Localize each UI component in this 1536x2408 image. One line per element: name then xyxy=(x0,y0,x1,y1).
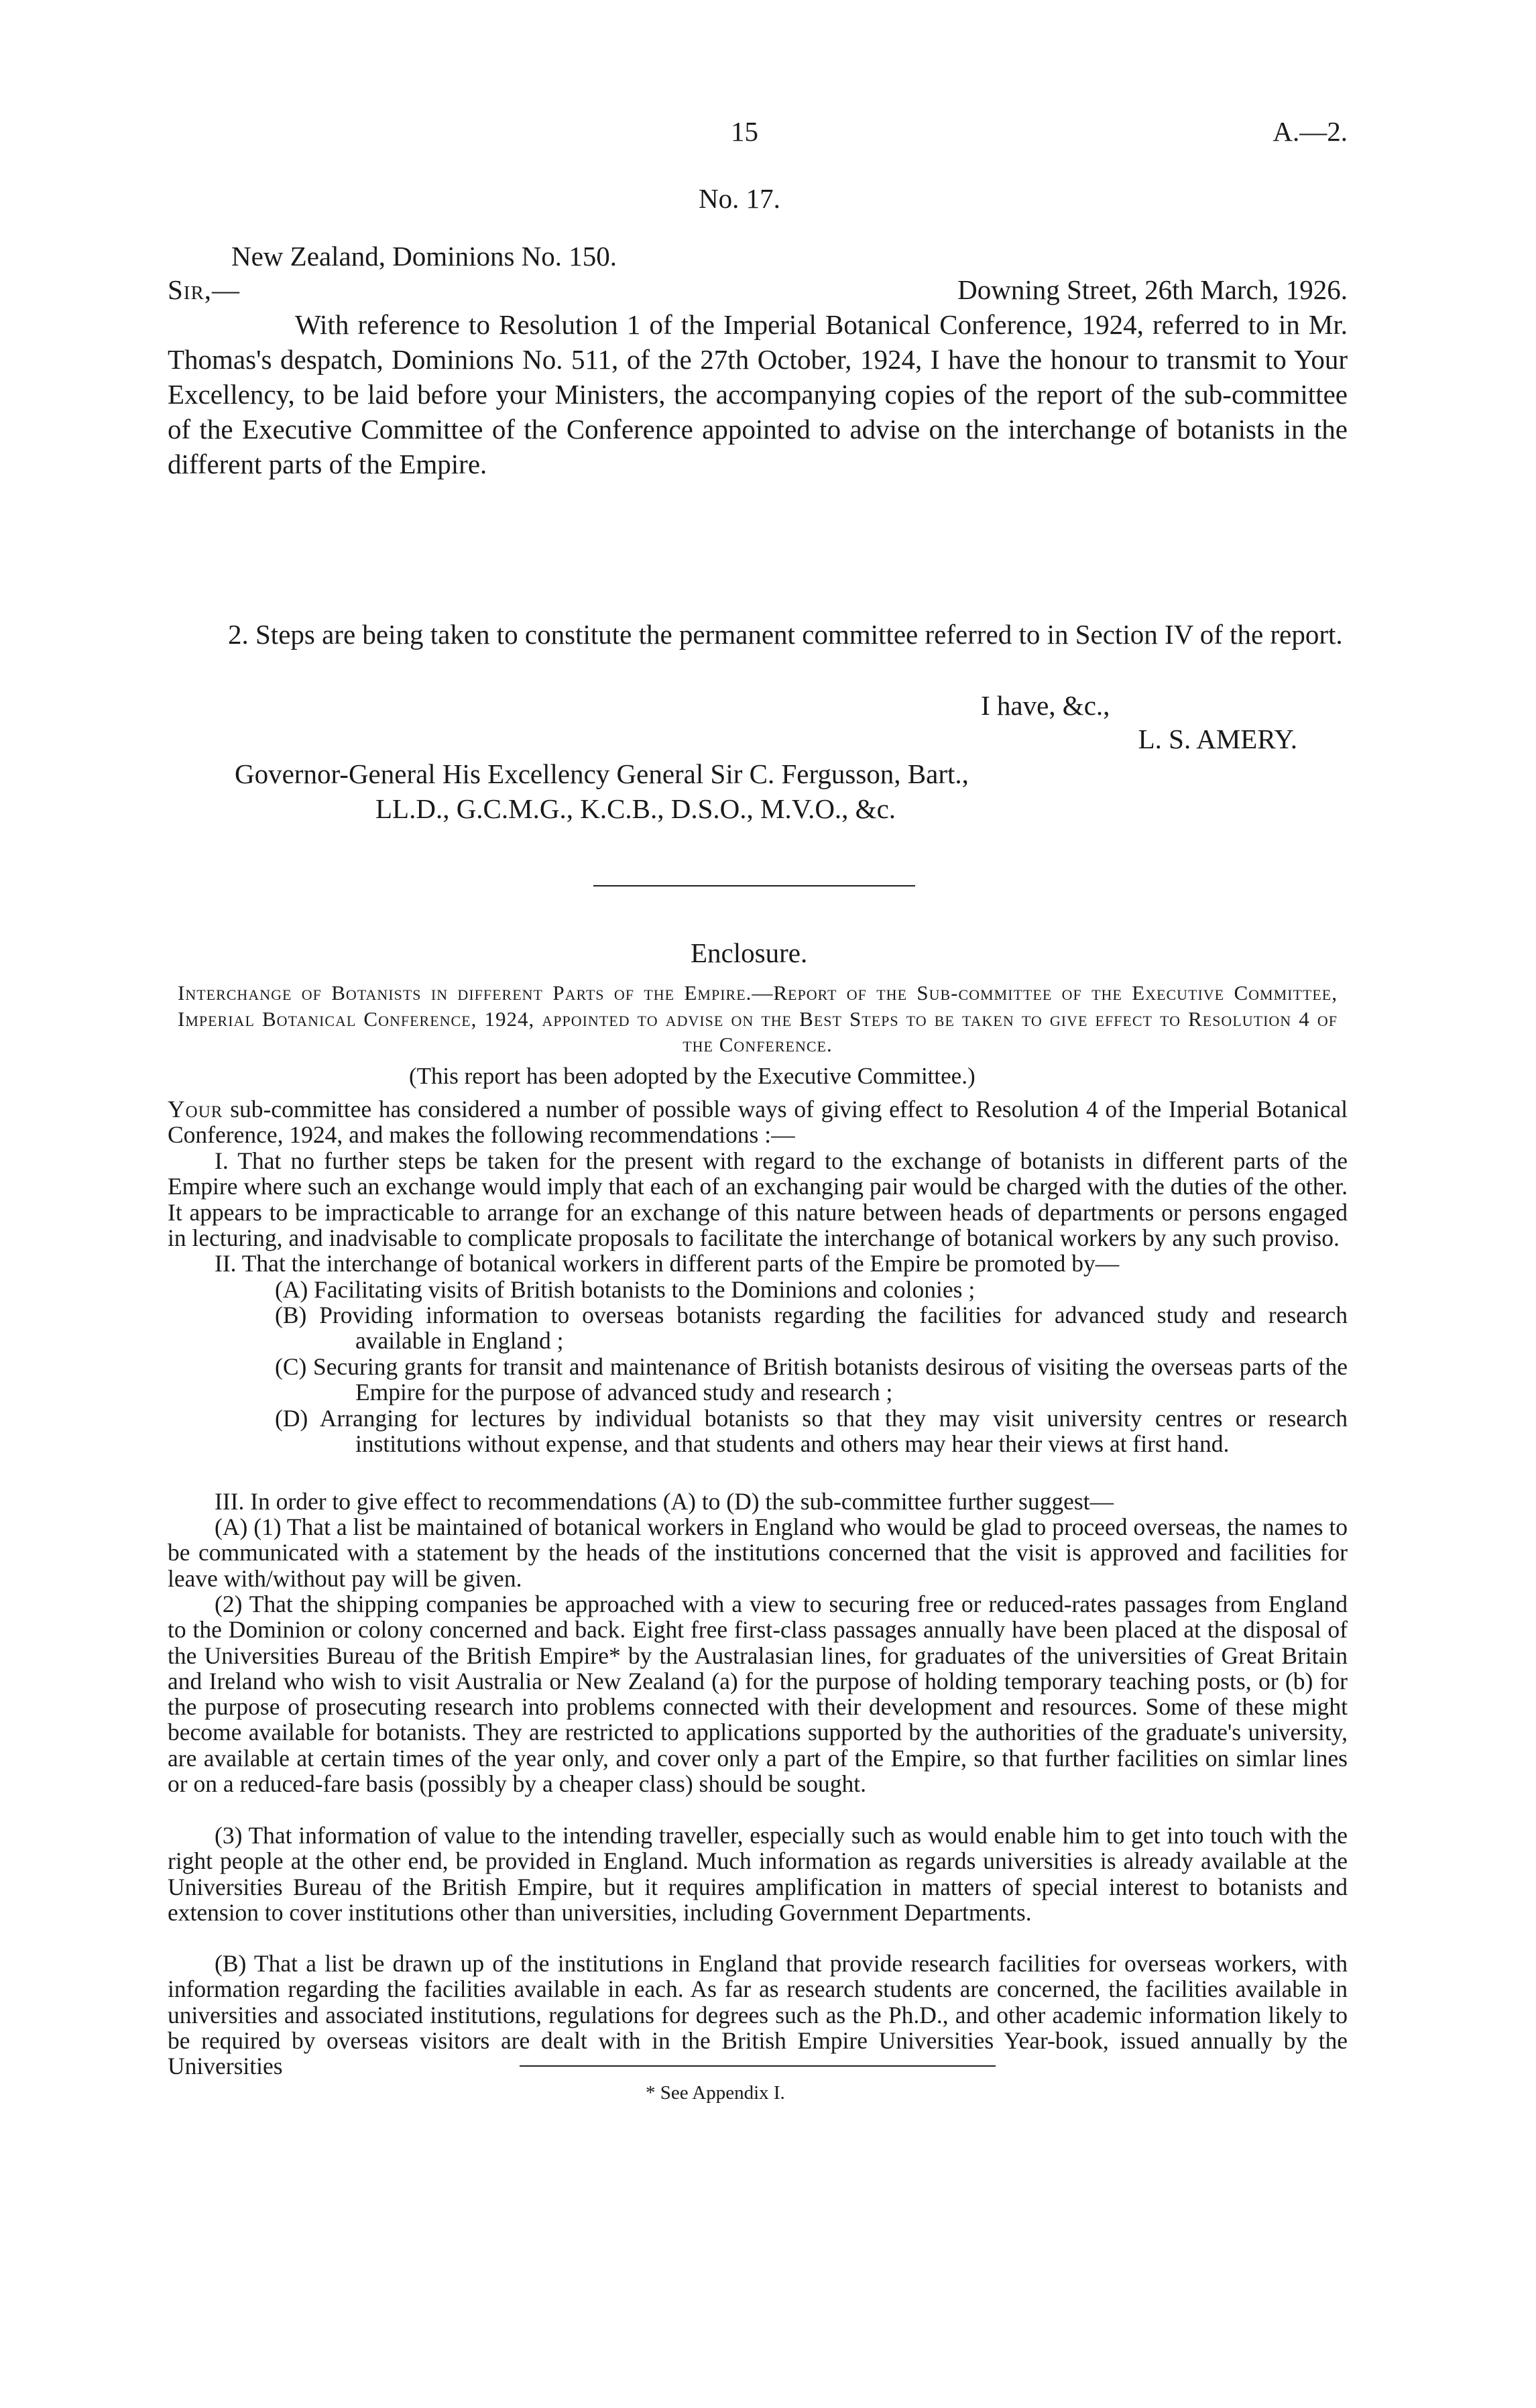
letter-paragraph-2: 2. Steps are being taken to constitute the permanent committee referred to in Section IV of the report. xyxy=(228,619,1343,650)
recommendation-3-a3: (3) That information of value to the intending traveller, especially such as would enable him to get into touch with the right people at the other end, be provided in England. Much information as regards universities is already available at the Universities Bureau of the British Empire, but it requires amplification in matters of special interest to botanists and extension to cover institutions other than universities, including Government Departments. xyxy=(168,1822,1348,1926)
addressee-line-2: LL.D., G.C.M.G., K.C.B., D.S.O., M.V.O., &c. xyxy=(375,793,896,824)
recommendation-2: II. That the interchange of botanical workers in different parts of the Empire be promoted by— xyxy=(215,1250,1120,1277)
enclosure-heading: Enclosure. xyxy=(691,937,808,968)
intro-paragraph xyxy=(168,1096,1348,1148)
enclosure-title: Interchange of Botanists in different Parts of the Empire.—Report of the Sub-committee of the Executive Committee, Imperial Botanical Conference, 1924, appointed to advise on the Best Steps to be taken to give effect to Resolution 4 of the Conference. xyxy=(178,981,1338,1056)
place-date: Downing Street, 26th March, 1926. xyxy=(957,274,1348,305)
recommendation-2-sub-a: (A) Facilitating visits of British botanists to the Dominions and colonies ; xyxy=(275,1276,976,1303)
recommendation-2-sub-c: (C) Securing grants for transit and maintenance of British botanists desirous of visiting the overseas parts of the Empire for the purpose of advanced study and research ; xyxy=(275,1353,1348,1406)
closing: I have, &c., xyxy=(981,690,1110,721)
intro-lead: Your xyxy=(168,1096,223,1123)
salutation: Sir,— xyxy=(168,274,241,305)
letter-paragraph-1: With reference to Resolution 1 of the Imperial Botanical Conference, 1924, referred to in Mr. Thomas's despatch, Dominions No. 511, of the 27th October, 1924, I have the honour to transmit to Your Excellency, to be laid before your Ministers, the accompanying copies of the report of the sub-committee of the Executive Committee of the Conference appointed to advise on the interchange of botanists in the different parts of the Empire. xyxy=(168,309,1348,479)
recommendation-3-b: (B) That a list be drawn up of the institutions in England that provide research facilities for overseas workers, with information regarding the facilities available in each. As far as research students are concerned, the facilities available in universities and associated institutions, regulations for degrees such as the Ph.D., and other academic information likely to be required by overseas visitors are dealt with in the British Empire Universities Year-book, issued annually by the Universities xyxy=(168,1950,1348,2080)
adoption-note: (This report has been adopted by the Executive Committee.) xyxy=(409,1063,976,1089)
footnote-rule xyxy=(520,2065,996,2067)
dominion-reference: New Zealand, Dominions No. 150. xyxy=(231,241,617,272)
footnote: * See Appendix I. xyxy=(646,2082,785,2104)
section-divider xyxy=(593,885,915,886)
recommendation-1: I. That no further steps be taken for the present with regard to the exchange of botanists in different parts of the Empire where such an exchange would imply that each of an exchanging pair would be charged with the duties of the other. It appears to be impracticable to arrange for an exchange of this nature between heads of departments or persons engaged in lecturing, and inadvisable to complicate proposals to facilitate the interchange of botanical workers by any such proviso. xyxy=(168,1147,1348,1251)
letter-number: No. 17. xyxy=(699,183,780,214)
recommendation-3-a1: (A) (1) That a list be maintained of botanical workers in England who would be glad to proceed overseas, the names to be communicated with a statement by the heads of the institutions concerned that the visit is approved and facilities for leave with/without pay will be given. xyxy=(168,1513,1348,1592)
page-number: 15 xyxy=(731,116,758,147)
recommendation-2-sub-d: (D) Arranging for lectures by individual botanists so that they may visit university centres or research institutions without expense, and that students and others may hear their views at first hand. xyxy=(275,1405,1348,1458)
addressee-line-1: Governor-General His Excellency General Sir C. Fergusson, Bart., xyxy=(235,758,969,789)
intro-text: sub-committee has considered a number of possible ways of giving effect to Resolution 4 of the Imperial Botanical Conference, 1924, and makes the following recommendations :— xyxy=(168,1096,1348,1149)
recommendation-3: III. In order to give effect to recommendations (A) to (D) the sub-committee further suggest— xyxy=(215,1488,1114,1515)
signature: L. S. AMERY. xyxy=(1138,724,1297,754)
recommendation-3-a2: (2) That the shipping companies be approached with a view to securing free or reduced-rates passages from England to the Dominion or colony concerned and back. Eight free first-class passages annually have been placed at the disposal of the Universities Bureau of the British Empire* by the Australasian lines, for graduates of the universities of Great Britain and Ireland who wish to visit Australia or New Zealand (a) for the purpose of holding temporary teaching posts, or (b) for the purpose of prosecuting research into problems connected with their development and resources. Some of these might become available for botanists. They are restricted to applications supported by the authorities of the graduate's university, are available at certain times of the year only, and cover only a part of the Empire, so that further facilities on simlar lines or on a reduced-fare basis (possibly by a cheaper class) should be sought. xyxy=(168,1591,1348,1798)
document-reference: A.—2. xyxy=(1273,116,1348,147)
recommendation-2-sub-b: (B) Providing information to overseas botanists regarding the facilities for advanced study and research available in England ; xyxy=(275,1302,1348,1355)
